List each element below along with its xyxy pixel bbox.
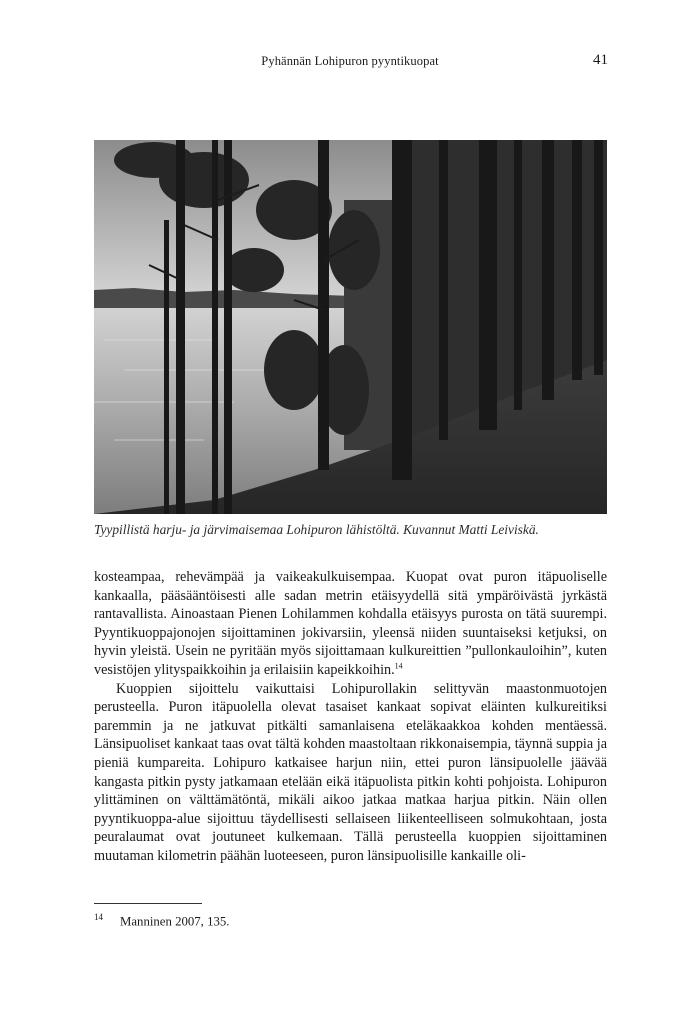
body-text: [94, 568, 607, 866]
page-number: 41: [593, 52, 608, 68]
running-head: Pyhännän Lohipuron pyyntikuopat: [261, 54, 439, 68]
paragraph-2: Kuoppien sijoittelu vaikuttaisi Lohipurollakin selittyvän maastonmuotojen perusteella. Puron itäpuolella olevat tasaiset kankaat sopivat eläinten kulkureitiksi paremmin ja ne jatkuvat pitkälti samanlaisena eteläkaakkoa kohden mentäessä. Länsipuoliset kankaat taas ovat tältä kohden maastoltaan rikkonaisempia, täynnä suppia ja pieniä kumpareita. Lohipuro katkaisee harjun niin, ettei puron länsipuolelle jäävää kangasta pitkin pysty jatkamaan etelään eikä itäpuolista pitkin kohti pohjoista. Lohipuron ylittäminen on välttämätöntä, mikäli aikoo jatkaa matkaa harjua pitkin. Näin ollen pyyntikuoppa-alue sijoittuu täydellisesti sellaiseen liikenteelliseen solmukohtaan, josta peuralaumat ovat joutuneet kulkemaan. Tällä perusteella kuoppien sijoittaminen muutaman kilometrin päähän luoteeseen, puron länsipuolisille kankaille oli-: [94, 680, 607, 864]
forest-lake-image: [94, 140, 607, 514]
landscape-photo: [94, 140, 607, 514]
figure-caption: Tyypillistä harju- ja järvimaisemaa Lohipuron lähistöltä. Kuvannut Matti Leiviskä.: [94, 522, 539, 537]
footnote-reference: 14: [394, 661, 403, 671]
footnote: [94, 912, 229, 929]
paragraph-1: [94, 568, 607, 680]
footnote-number: 14: [94, 912, 103, 922]
footnote-text: Manninen 2007, 135.: [120, 914, 230, 929]
footnote-divider: [94, 903, 202, 904]
paragraph-1-text: kosteampaa, rehevämpää ja vaikeakulkuisempaa. Kuopat ovat puron itäpuoliselle kankaalla, pääsääntöisesti alle sadan metrin etäisyydellä sitä ympäröivästä jyrkästä rantavallista. Ainoastaan Pienen Lohilammen kohdalla etäisyys purosta on tätä suurempi. Pyyntikuoppajonojen sijoittaminen jokivarsiin, yleensä niiden suuntaiseksi ketjuksi, on hyvin yleistä. Usein ne pyritään myös sijoittamaan kulkureittien ”pullonkauloihin”, kuten vesistöjen ylityspaikkoihin ja erilaisiin kapeikkoihin.: [94, 569, 607, 678]
